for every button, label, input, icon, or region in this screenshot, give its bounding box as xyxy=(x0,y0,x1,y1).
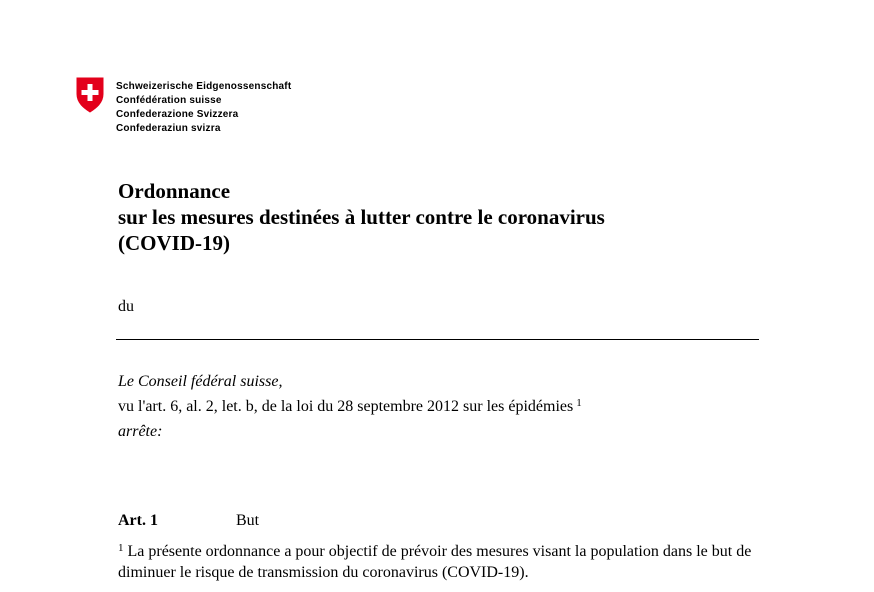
swiss-cross-shield-icon xyxy=(76,77,104,113)
preamble xyxy=(118,369,582,444)
date-rule-divider xyxy=(116,339,759,340)
article-heading xyxy=(118,512,259,530)
date-label: du xyxy=(118,298,134,315)
article-number: Art. 1 xyxy=(118,512,158,529)
confederation-names xyxy=(116,80,291,136)
title-line-1: Ordonnance xyxy=(118,179,231,203)
article-title: But xyxy=(236,512,260,529)
footnote-reference[interactable]: 1 xyxy=(576,397,582,409)
confed-name-fr: Confédération suisse xyxy=(116,95,222,106)
preamble-decision: arrête: xyxy=(118,423,163,440)
letterhead xyxy=(76,77,291,136)
paragraph-number: 1 xyxy=(118,542,124,554)
title-line-2: sur les mesures destinées à lutter contre le coronavirus xyxy=(118,205,605,229)
preamble-basis xyxy=(118,394,582,419)
title-line-3: (COVID-19) xyxy=(118,231,230,255)
preamble-authority: Le Conseil fédéral suisse, xyxy=(118,373,283,390)
confed-name-rm: Confederaziun svizra xyxy=(116,123,221,134)
preamble-basis-text: vu l'art. 6, al. 2, let. b, de la loi du 28 septembre 2012 sur les épidémies xyxy=(118,398,574,415)
confed-name-it: Confederazione Svizzera xyxy=(116,109,239,120)
document-title xyxy=(118,178,605,256)
confed-name-de: Schweizerische Eidgenossenschaft xyxy=(116,81,292,92)
paragraph-text: La présente ordonnance a pour objectif de prévoir des mesures visant la population dans le but de diminuer le risque de transmission du coronavirus (COVID-19). xyxy=(118,543,752,581)
article-paragraph xyxy=(118,541,778,583)
